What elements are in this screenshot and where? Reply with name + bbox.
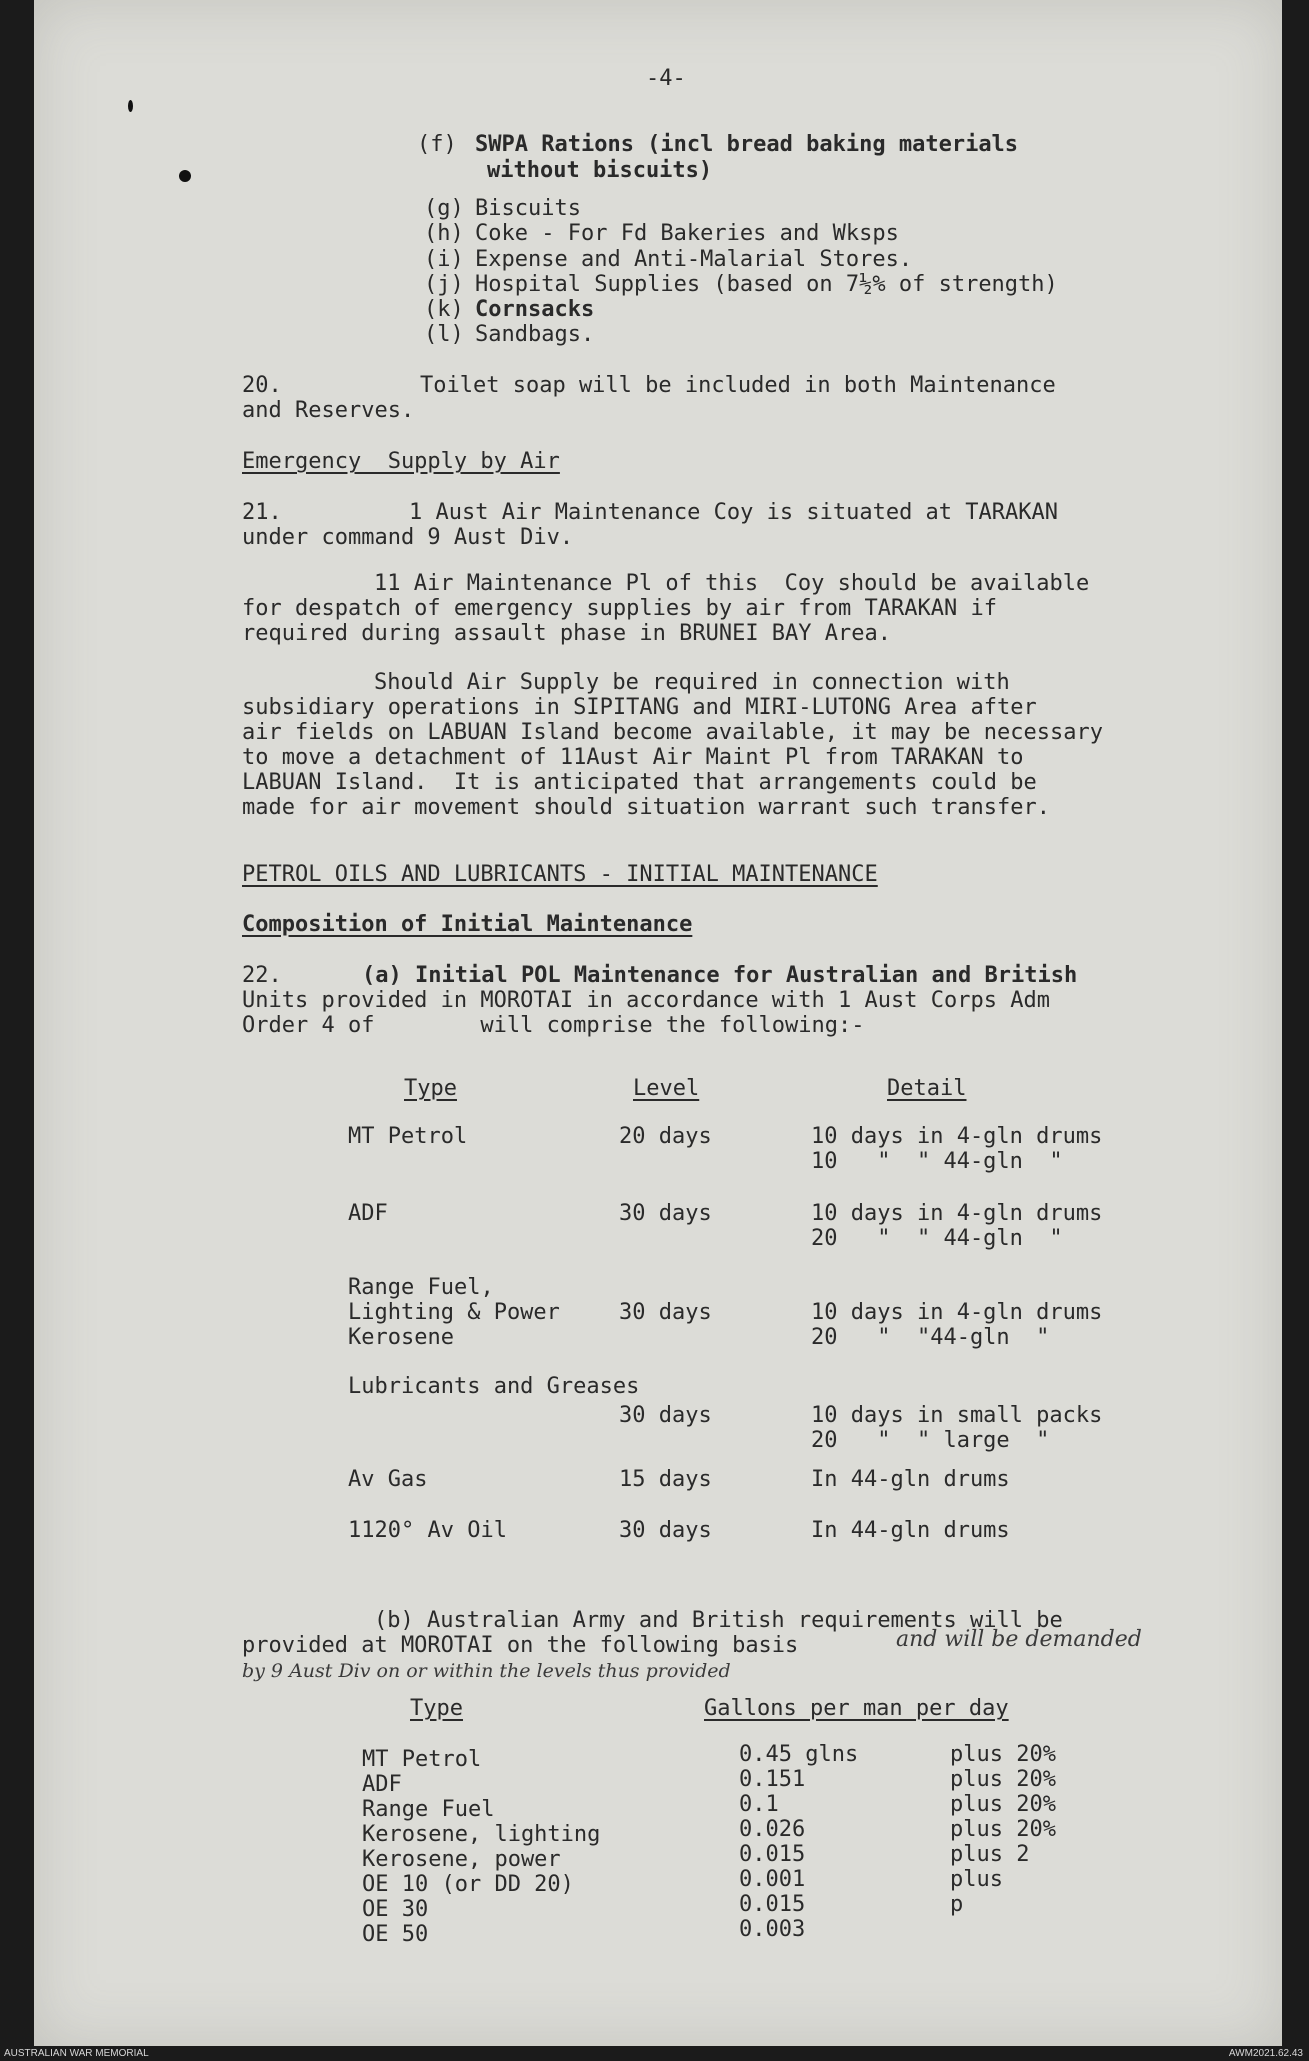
list-label-l: (l) [424, 322, 464, 347]
table-a-header-type: Type [404, 1076, 457, 1101]
table-a-row6-detail: In 44-gln drums [811, 1518, 1010, 1543]
table-a-row4-level: 30 days [619, 1403, 712, 1428]
table-b-header-gallons: Gallons per man per day [704, 1696, 1009, 1721]
table-a-row1-detail2: 10 " " 44-gln " [811, 1149, 1063, 1174]
table-b-row1-amount: 0.45 glns [739, 1742, 859, 1767]
table-a-row3-level: 30 days [619, 1300, 712, 1325]
para-22-line2: Units provided in MOROTAI in accordance with 1 Aust Corps Adm [242, 988, 1050, 1013]
table-b-row2-type: ADF [362, 1772, 402, 1797]
heading-composition: Composition of Initial Maintenance [242, 912, 693, 937]
table-b-row3-amount: 0.1 [739, 1792, 779, 1817]
footer-right: AWM2021.62.43 [1228, 2048, 1303, 2059]
para-22b-line1: (b) Australian Army and British requirements will be [374, 1608, 1063, 1633]
list-text-h: Coke - For Fd Bakeries and Wksps [475, 221, 899, 246]
list-label-h: (h) [424, 221, 464, 246]
table-b-row2-amount: 0.151 [739, 1767, 806, 1792]
ink-spot-1 [128, 100, 133, 112]
table-b-row5-type: Kerosene, power [362, 1847, 561, 1872]
ink-spot-2 [179, 170, 191, 182]
table-a-row4-type: Lubricants and Greases [348, 1374, 640, 1399]
table-a-row3-detail2: 20 " "44-gln " [811, 1325, 1050, 1350]
table-a-header-detail: Detail [887, 1076, 967, 1101]
table-b-row8-type: OE 50 [362, 1922, 429, 1947]
para-21-p3-line5: LABUAN Island. It is anticipated that arrangements could be [242, 770, 1037, 795]
table-b-row2-plus: plus 20% [950, 1767, 1056, 1792]
para-21-p3-line2: subsidiary operations in SIPITANG and MIRI-LUTONG Area after [242, 695, 1037, 720]
table-b-row1-plus: plus 20% [950, 1742, 1056, 1767]
table-a-row4-detail2: 20 " " large " [811, 1428, 1050, 1453]
list-text-j: Hospital Supplies (based on 7½% of strength) [475, 272, 1058, 297]
list-text-f-cont: without biscuits) [487, 158, 713, 183]
handwritten-note-line2: by 9 Aust Div on or within the levels thus provided [242, 1660, 731, 1682]
table-a-row3-type2: Lighting & Power [348, 1300, 560, 1325]
table-b-row5-amount: 0.015 [739, 1842, 806, 1867]
table-a-row5-type: Av Gas [348, 1467, 428, 1492]
table-a-row1-type: MT Petrol [348, 1124, 468, 1149]
table-a-row2-detail1: 10 days in 4-gln drums [811, 1201, 1103, 1226]
list-text-i: Expense and Anti-Malarial Stores. [475, 247, 913, 272]
table-a-row2-level: 30 days [619, 1201, 712, 1226]
table-b-row4-amount: 0.026 [739, 1817, 806, 1842]
list-label-f: (f) [417, 132, 457, 157]
document-page [34, 0, 1282, 2046]
para-20-number: 20. [242, 373, 282, 398]
para-20-line1: Toilet soap will be included in both Maintenance [420, 373, 1056, 398]
table-b-row3-plus: plus 20% [950, 1792, 1056, 1817]
table-b-row4-type: Kerosene, lighting [362, 1822, 601, 1847]
footer-left: AUSTRALIAN WAR MEMORIAL [4, 2048, 149, 2059]
table-a-row5-detail: In 44-gln drums [811, 1467, 1010, 1492]
para-21-p3-line6: made for air movement should situation warrant such transfer. [242, 795, 1050, 820]
page-number: -4- [646, 66, 686, 91]
para-21-p2-line2: for despatch of emergency supplies by air from TARAKAN if [242, 596, 997, 621]
table-a-row2-type: ADF [348, 1201, 388, 1226]
table-b-row5-plus: plus 2 [950, 1842, 1030, 1867]
list-text-l: Sandbags. [475, 322, 595, 347]
table-b-row3-type: Range Fuel [362, 1797, 495, 1822]
list-label-j: (j) [424, 272, 464, 297]
para-21-line2: under command 9 Aust Div. [242, 525, 574, 550]
table-a-row3-type3: Kerosene [348, 1325, 454, 1350]
para-21-p3-line4: to move a detachment of 11Aust Air Maint Pl from TARAKAN to [242, 745, 1024, 770]
table-b-row4-plus: plus 20% [950, 1817, 1056, 1842]
table-b-row6-plus: plus [950, 1867, 1003, 1892]
para-21-number: 21. [242, 500, 282, 525]
table-a-row2-detail2: 20 " " 44-gln " [811, 1226, 1063, 1251]
table-b-row6-amount: 0.001 [739, 1867, 806, 1892]
list-label-g: (g) [424, 196, 464, 221]
para-22b-line2: provided at MOROTAI on the following basis [242, 1633, 799, 1658]
para-21-p3-line3: air fields on LABUAN Island become available, it may be necessary [242, 720, 1103, 745]
list-text-k: Cornsacks [475, 297, 595, 322]
table-b-row8-amount: 0.003 [739, 1917, 806, 1942]
heading-emergency-supply: Emergency Supply by Air [242, 449, 560, 474]
para-22-line1: (a) Initial POL Maintenance for Australian and British [362, 963, 1078, 988]
list-text-f: SWPA Rations (incl bread baking materials [475, 132, 1019, 157]
table-a-row6-level: 30 days [619, 1518, 712, 1543]
para-22-number: 22. [242, 963, 282, 988]
table-a-header-level: Level [633, 1076, 700, 1101]
table-a-row4-detail1: 10 days in small packs [811, 1403, 1103, 1428]
para-21-p2-line1: 11 Air Maintenance Pl of this Coy should be available [374, 571, 1090, 596]
table-b-row7-plus: p [950, 1892, 964, 1917]
table-a-row1-detail1: 10 days in 4-gln drums [811, 1124, 1103, 1149]
list-text-g: Biscuits [475, 196, 581, 221]
heading-pol: PETROL OILS AND LUBRICANTS - INITIAL MAINTENANCE [242, 862, 878, 887]
list-label-k: (k) [424, 297, 464, 322]
list-label-i: (i) [424, 247, 464, 272]
para-20-line2: and Reserves. [242, 398, 415, 423]
table-b-header-type: Type [410, 1696, 463, 1721]
table-b-row7-type: OE 30 [362, 1897, 429, 1922]
table-a-row5-level: 15 days [619, 1467, 712, 1492]
table-a-row3-detail1: 10 days in 4-gln drums [811, 1300, 1103, 1325]
para-22-line3: Order 4 of will comprise the following:- [242, 1013, 865, 1038]
handwritten-note-line1: and will be demanded [896, 1627, 1142, 1652]
table-a-row1-level: 20 days [619, 1124, 712, 1149]
para-21-p2-line3: required during assault phase in BRUNEI BAY Area. [242, 621, 892, 646]
para-21-line1: 1 Aust Air Maintenance Coy is situated at TARAKAN [409, 500, 1059, 525]
table-b-row1-type: MT Petrol [362, 1747, 482, 1772]
table-a-row6-type: 1120° Av Oil [348, 1518, 507, 1543]
para-21-p3-line1: Should Air Supply be required in connection with [374, 670, 1010, 695]
table-b-row6-type: OE 10 (or DD 20) [362, 1872, 574, 1897]
table-a-row3-type1: Range Fuel, [348, 1275, 494, 1300]
table-b-row7-amount: 0.015 [739, 1892, 806, 1917]
